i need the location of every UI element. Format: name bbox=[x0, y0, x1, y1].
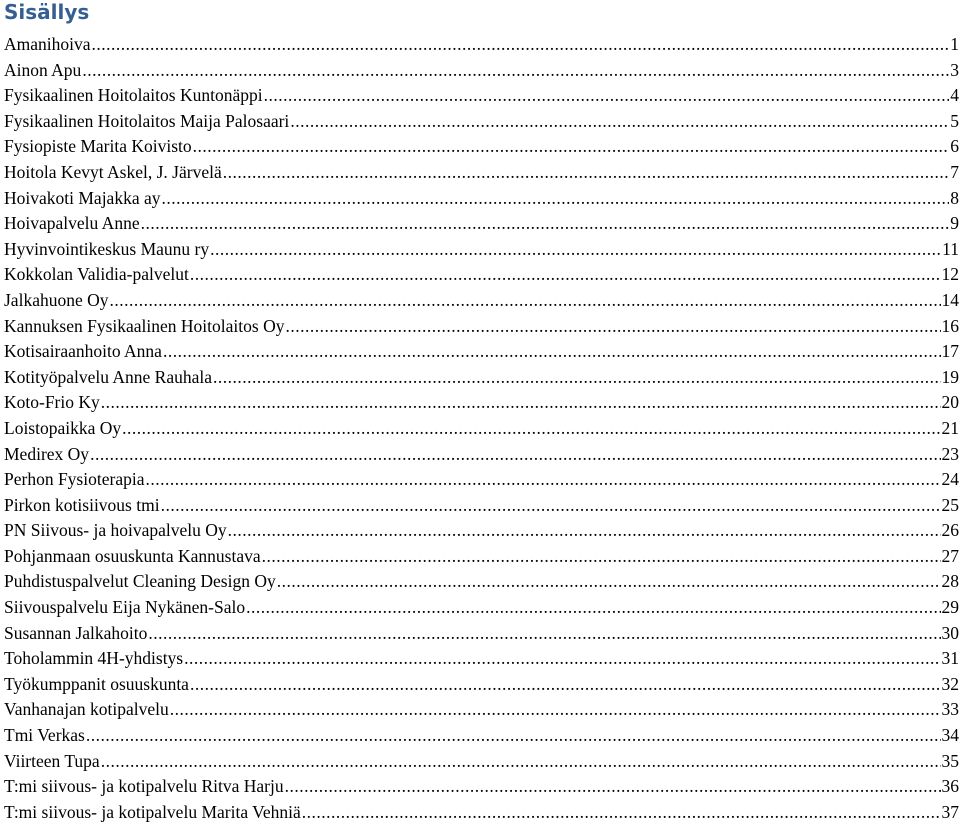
toc-entry-page-number: 9 bbox=[950, 213, 959, 234]
toc-dot-leader bbox=[223, 160, 950, 186]
toc-dot-leader bbox=[148, 621, 940, 647]
toc-dot-leader bbox=[246, 595, 940, 621]
toc-entry-page-number: 29 bbox=[941, 597, 959, 618]
toc-entry-page-number: 8 bbox=[950, 187, 959, 208]
toc-entry-page-number: 14 bbox=[941, 289, 959, 310]
toc-entry[interactable] bbox=[4, 314, 959, 340]
toc-entry-label[interactable]: T:mi siivous- ja kotipalvelu Ritva Harju bbox=[4, 776, 284, 797]
toc-entry-page-number: 5 bbox=[950, 110, 959, 131]
toc-entry-label[interactable]: Kotityöpalvelu Anne Rauhala bbox=[4, 366, 213, 387]
toc-dot-leader bbox=[190, 262, 941, 288]
toc-entry[interactable] bbox=[4, 262, 959, 288]
toc-entry[interactable] bbox=[4, 288, 959, 314]
toc-dot-leader bbox=[193, 134, 950, 160]
toc-entry[interactable] bbox=[4, 339, 959, 365]
toc-entry[interactable] bbox=[4, 646, 959, 672]
toc-entry[interactable] bbox=[4, 109, 959, 135]
toc-entry[interactable] bbox=[4, 697, 959, 723]
toc-entry-label[interactable]: Perhon Fysioterapia bbox=[4, 469, 145, 490]
toc-entry-page-number: 3 bbox=[950, 59, 959, 80]
toc-dot-leader bbox=[285, 314, 940, 340]
toc-entry[interactable] bbox=[4, 390, 959, 416]
toc-entry[interactable] bbox=[4, 749, 959, 775]
toc-dot-leader bbox=[92, 32, 950, 58]
toc-entry-label[interactable]: Jalkahuone Oy bbox=[4, 289, 109, 310]
toc-entry[interactable] bbox=[4, 800, 959, 825]
toc-entry-page-number: 37 bbox=[941, 801, 959, 822]
toc-dot-leader bbox=[101, 749, 941, 775]
toc-entry[interactable] bbox=[4, 621, 959, 647]
toc-list bbox=[4, 32, 959, 825]
toc-entry-label[interactable]: Kannuksen Fysikaalinen Hoitolaitos Oy bbox=[4, 315, 285, 336]
toc-entry-page-number: 36 bbox=[941, 776, 959, 797]
toc-entry[interactable] bbox=[4, 774, 959, 800]
toc-dot-leader bbox=[161, 493, 941, 519]
toc-dot-leader bbox=[161, 186, 949, 212]
toc-dot-leader bbox=[184, 646, 940, 672]
toc-entry-page-number: 33 bbox=[941, 699, 959, 720]
toc-dot-leader bbox=[82, 58, 949, 84]
toc-dot-leader bbox=[122, 416, 940, 442]
toc-entry-page-number: 23 bbox=[941, 443, 959, 464]
toc-entry[interactable] bbox=[4, 672, 959, 698]
toc-entry-page-number: 20 bbox=[941, 392, 959, 413]
toc-entry-label[interactable]: Fysikaalinen Hoitolaitos Kuntonäppi bbox=[4, 85, 263, 106]
toc-entry-page-number: 24 bbox=[941, 469, 959, 490]
toc-entry-page-number: 17 bbox=[941, 341, 959, 362]
toc-entry-label[interactable]: Fysikaalinen Hoitolaitos Maija Palosaari bbox=[4, 110, 290, 131]
toc-entry[interactable] bbox=[4, 544, 959, 570]
toc-entry[interactable] bbox=[4, 365, 959, 391]
toc-entry-label[interactable]: Amanihoiva bbox=[4, 34, 91, 54]
toc-entry[interactable] bbox=[4, 186, 959, 212]
toc-dot-leader bbox=[302, 800, 941, 825]
toc-entry-label[interactable]: Puhdistuspalvelut Cleaning Design Oy bbox=[4, 571, 276, 592]
toc-entry-label[interactable]: Kotisairaanhoito Anna bbox=[4, 341, 162, 362]
toc-dot-leader bbox=[210, 237, 941, 263]
toc-entry-label[interactable]: Koto-Frio Ky bbox=[4, 392, 100, 413]
toc-entry[interactable] bbox=[4, 160, 959, 186]
toc-entry-page-number: 19 bbox=[941, 366, 959, 387]
toc-entry-label[interactable]: Vanhanajan kotipalvelu bbox=[4, 699, 169, 720]
toc-dot-leader bbox=[228, 518, 941, 544]
toc-dot-leader bbox=[290, 109, 949, 135]
toc-entry-page-number: 28 bbox=[941, 571, 959, 592]
toc-dot-leader bbox=[101, 390, 941, 416]
toc-entry-label[interactable]: Tmi Verkas bbox=[4, 725, 85, 746]
toc-entry-page-number: 32 bbox=[941, 673, 959, 694]
toc-entry-page-number: 21 bbox=[941, 417, 959, 438]
toc-entry[interactable] bbox=[4, 442, 959, 468]
toc-entry[interactable] bbox=[4, 723, 959, 749]
toc-entry[interactable] bbox=[4, 211, 959, 237]
toc-entry-label[interactable]: Ainon Apu bbox=[4, 59, 82, 80]
toc-entry-label[interactable]: Pohjanmaan osuuskunta Kannustava bbox=[4, 545, 261, 566]
toc-entry-label[interactable]: Hyvinvointikeskus Maunu ry bbox=[4, 238, 210, 259]
toc-entry[interactable] bbox=[4, 569, 959, 595]
toc-entry-page-number: 27 bbox=[941, 545, 959, 566]
toc-entry-page-number: 31 bbox=[941, 648, 959, 669]
toc-entry-label[interactable]: Hoivakoti Majakka ay bbox=[4, 187, 161, 208]
toc-entry-page-number: 34 bbox=[941, 725, 959, 746]
toc-entry[interactable] bbox=[4, 467, 959, 493]
toc-entry-page-number: 1 bbox=[950, 34, 959, 54]
toc-entry-page-number: 12 bbox=[941, 264, 959, 285]
toc-entry-label[interactable]: Susannan Jalkahoito bbox=[4, 622, 148, 643]
toc-entry[interactable] bbox=[4, 237, 959, 263]
toc-entry[interactable] bbox=[4, 595, 959, 621]
toc-entry-page-number: 30 bbox=[941, 622, 959, 643]
toc-entry-page-number: 7 bbox=[950, 161, 959, 182]
toc-entry-label[interactable]: PN Siivous- ja hoivapalvelu Oy bbox=[4, 520, 227, 541]
toc-entry-label[interactable]: Fysiopiste Marita Koivisto bbox=[4, 136, 192, 157]
toc-dot-leader bbox=[264, 83, 950, 109]
toc-entry-label[interactable]: T:mi siivous- ja kotipalvelu Marita Vehniä bbox=[4, 801, 301, 822]
toc-entry-label[interactable]: Viirteen Tupa bbox=[4, 750, 100, 771]
toc-entry-label[interactable]: Kokkolan Validia-palvelut bbox=[4, 264, 189, 285]
toc-entry-page-number: 4 bbox=[950, 85, 959, 106]
toc-dot-leader bbox=[213, 365, 940, 391]
toc-entry-label[interactable]: Loistopaikka Oy bbox=[4, 417, 122, 438]
toc-title: Sisällys bbox=[4, 0, 90, 24]
toc-dot-leader bbox=[90, 442, 940, 468]
toc-dot-leader bbox=[190, 672, 941, 698]
toc-entry[interactable] bbox=[4, 83, 959, 109]
toc-dot-leader bbox=[285, 774, 941, 800]
toc-entry-label[interactable]: Hoivapalvelu Anne bbox=[4, 213, 140, 234]
toc-entry[interactable] bbox=[4, 58, 959, 84]
toc-entry-page-number: 25 bbox=[941, 494, 959, 515]
toc-entry[interactable] bbox=[4, 493, 959, 519]
toc-entry[interactable] bbox=[4, 134, 959, 160]
toc-entry-page-number: 11 bbox=[942, 238, 959, 259]
toc-entry-page-number: 16 bbox=[941, 315, 959, 336]
toc-entry-label[interactable]: Hoitola Kevyt Askel, J. Järvelä bbox=[4, 161, 222, 182]
toc-dot-leader bbox=[170, 697, 941, 723]
toc-dot-leader bbox=[277, 569, 941, 595]
toc-entry-label[interactable]: Työkumppanit osuuskunta bbox=[4, 673, 189, 694]
toc-dot-leader bbox=[145, 467, 940, 493]
toc-entry[interactable] bbox=[4, 32, 959, 58]
toc-entry-label[interactable]: Siivouspalvelu Eija Nykänen-Salo bbox=[4, 597, 246, 618]
toc-entry[interactable] bbox=[4, 518, 959, 544]
toc-entry-page-number: 26 bbox=[941, 520, 959, 541]
toc-entry-label[interactable]: Pirkon kotisiivous tmi bbox=[4, 494, 160, 515]
toc-entry-page-number: 35 bbox=[941, 750, 959, 771]
toc-dot-leader bbox=[110, 288, 941, 314]
toc-entry-label[interactable]: Toholammin 4H-yhdistys bbox=[4, 648, 184, 669]
toc-dot-leader bbox=[262, 544, 941, 570]
toc-entry[interactable] bbox=[4, 416, 959, 442]
toc-dot-leader bbox=[86, 723, 941, 749]
toc-dot-leader bbox=[163, 339, 941, 365]
toc-entry-page-number: 6 bbox=[950, 136, 959, 157]
toc-dot-leader bbox=[141, 211, 950, 237]
toc-entry-label[interactable]: Medirex Oy bbox=[4, 443, 90, 464]
